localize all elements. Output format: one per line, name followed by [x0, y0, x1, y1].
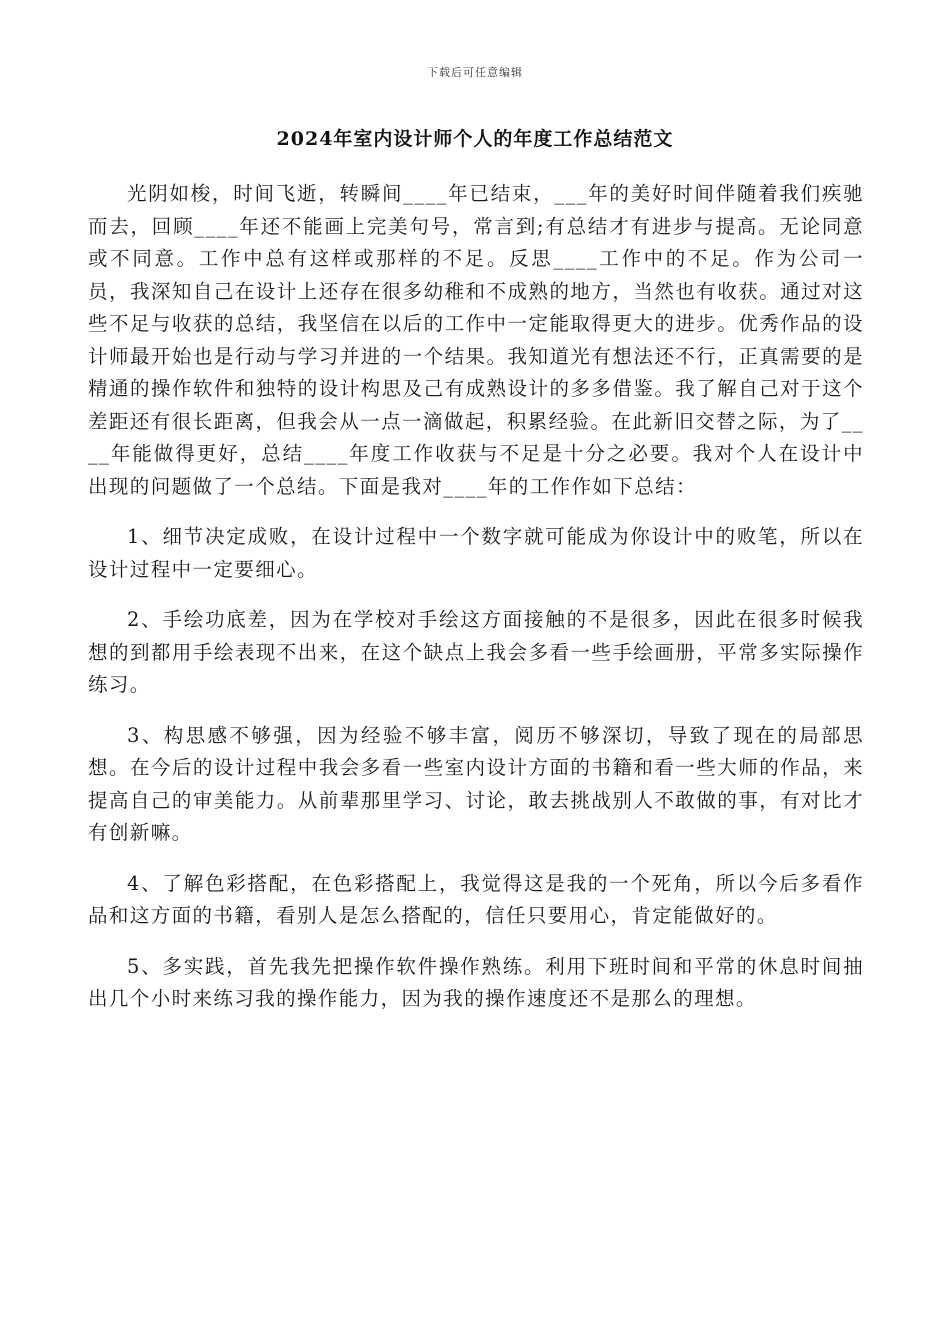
summary-point-1: 1、细节决定成败，在设计过程中一个数字就可能成为你设计中的败笔，所以在设计过程中一定要细心。: [88, 525, 864, 581]
summary-point-5: 5、多实践，首先我先把操作软件操作熟练。利用下班时间和平常的休息时间抽出几个小时来练习我的操作能力，因为我的操作速度还不是那么的理想。: [88, 954, 864, 1010]
header-note: 下载后可任意编辑: [427, 66, 523, 79]
summary-point-3: 3、构思感不够强，因为经验不够丰富，阅历不够深切，导致了现在的局部思想。在今后的设计过程中我会多看一些室内设计方面的书籍和看一些大师的作品，来提高自己的审美能力。从前辈那里学习、讨论，敢去挑战别人不敢做的事，有对比才有创新嘛。: [88, 723, 864, 844]
summary-point-2: 2、手绘功底差，因为在学校对手绘这方面接触的不是很多，因此在很多时候我想的到都用手绘表现不出来，在这个缺点上我会多看一些手绘画册，平常多实际操作练习。: [88, 608, 864, 696]
document-title: 2024年室内设计师个人的年度工作总结范文: [276, 128, 674, 150]
document-body: [88, 178, 864, 1016]
summary-point-4: 4、了解色彩搭配，在色彩搭配上，我觉得这是我的一个死角，所以今后多看作品和这方面的书籍，看别人是怎么搭配的，信任只要用心，肯定能做好的。: [88, 871, 864, 927]
intro-paragraph: 光阴如梭，时间飞逝，转瞬间____年已结束，___年的美好时间伴随着我们疾驰而去，回顾____年还不能画上完美句号，常言到;有总结才有进步与提高。无论同意或不同意。工作中总有这样或那样的不足。反思____工作中的不足。作为公司一员，我深知自己在设计上还存在很多幼稚和不成熟的地方，当然也有收获。通过对这些不足与收获的总结，我坚信在以后的工作中一定能取得更大的进步。优秀作品的设计师最开始也是行动与学习并进的一个结果。我知道光有想法还不行，正真需要的是精通的操作软件和独特的设计构思及己有成熟设计的多多借鉴。我了解自己对于这个差距还有很长距离，但我会从一点一滴做起，积累经验。在此新旧交替之际，为了____年能做得更好，总结____年度工作收获与不足是十分之必要。我对个人在设计中出现的问题做了一个总结。下面是我对____年的工作作如下总结：: [88, 182, 864, 498]
